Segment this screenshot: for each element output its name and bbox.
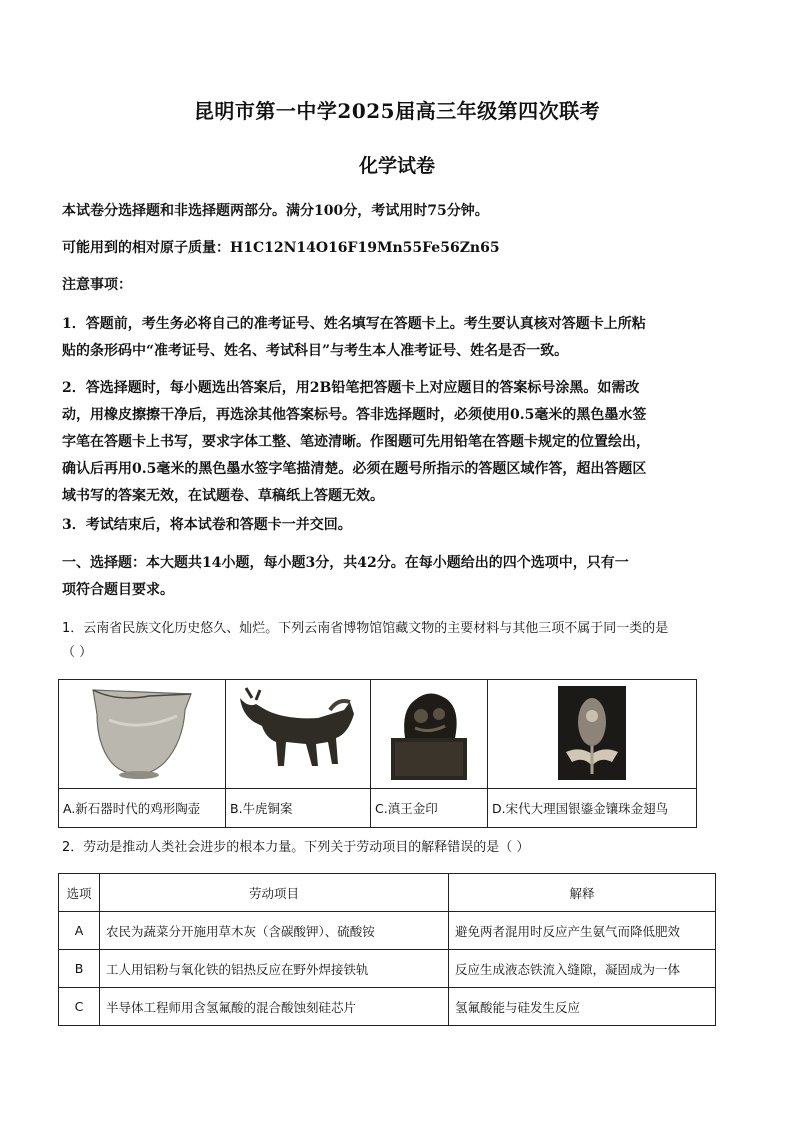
option-d-image-cell — [488, 680, 697, 789]
notice-heading: 注意事项： — [62, 277, 132, 293]
gold-seal-icon — [371, 680, 487, 785]
option-b-image-cell — [226, 680, 371, 789]
labor-item-cell: 半导体工程师用含氢氟酸的混合酸蚀刻硅芯片 — [100, 988, 449, 1026]
page-subtitle: 化学试卷 — [358, 155, 435, 177]
explanation-cell: 避免两者混用时反应产生氨气而降低肥效 — [449, 912, 716, 950]
note-2-line: 2．答选择题时，每小题选出答案后，用2B铅笔把答题卡上对应题目的答案标号涂黑。如需改 — [62, 380, 640, 396]
atomic-mass-line: 可能用到的相对原子质量：H1C12N14O16F19Mn55Fe56Zn65 — [62, 240, 500, 256]
option-c-label: C.滇王金印 — [371, 789, 488, 828]
option-b-label: B.牛虎铜案 — [226, 789, 371, 828]
header-cell: 解释 — [449, 874, 716, 912]
header-cell: 劳动项目 — [100, 874, 449, 912]
golden-bird-icon — [488, 680, 696, 785]
question-1-stem-line: 1．云南省民族文化历史悠久、灿烂。下列云南省博物馆馆藏文物的主要材料与其他三项不属于同一类的是 — [62, 621, 669, 636]
note-3: 3．考试结束后，将本试卷和答题卡一并交回。 — [62, 517, 352, 533]
intro-line: 本试卷分选择题和非选择题两部分。满分100分，考试用时75分钟。 — [62, 203, 489, 219]
table-row — [59, 988, 716, 1026]
bronze-ox-icon — [226, 680, 370, 785]
table-row — [59, 950, 716, 988]
section-heading — [62, 550, 742, 604]
question-1-stem-line: （ ） — [62, 645, 93, 660]
note-1-line: 贴的条形码中“准考证号、姓名、考试科目”与考生本人准考证号、姓名是否一致。 — [62, 343, 569, 359]
header-cell: 选项 — [59, 874, 100, 912]
explanation-cell: 氢氟酸能与硅发生反应 — [449, 988, 716, 1026]
question-1-options-table — [58, 679, 697, 828]
table-header-row — [59, 874, 716, 912]
labor-item-cell: 工人用铝粉与氧化铁的铝热反应在野外焊接铁轨 — [100, 950, 449, 988]
option-cell: C — [59, 988, 100, 1026]
note-2 — [62, 375, 742, 510]
question-2-stem: 2．劳动是推动人类社会进步的根本力量。下列关于劳动项目的解释错误的是（ ） — [62, 840, 530, 855]
page-title: 昆明市第一中学2025届高三年级第四次联考 — [193, 99, 601, 123]
note-2-line: 确认后再用0.5毫米的黑色墨水签字笔描清楚。必须在题号所指示的答题区域作答，超出答题区 — [62, 461, 647, 477]
section-heading-line: 项符合题目要求。 — [62, 582, 174, 598]
question-2-table — [58, 873, 716, 1026]
pottery-pot-icon — [59, 680, 225, 785]
option-a-image-cell — [59, 680, 226, 789]
explanation-cell: 反应生成液态铁流入缝隙，凝固成为一体 — [449, 950, 716, 988]
table-row — [59, 912, 716, 950]
note-1 — [62, 311, 742, 365]
labor-item-cell: 农民为蔬菜分开施用草木灰（含碳酸钾）、硫酸铵 — [100, 912, 449, 950]
question-1-stem — [62, 617, 742, 665]
option-d-label: D.宋代大理国银鎏金镶珠金翅鸟 — [488, 789, 697, 828]
note-2-line: 字笔在答题卡上书写，要求字体工整、笔迹清晰。作图题可先用铅笔在答题卡规定的位置绘出， — [62, 434, 650, 450]
option-a-label: A.新石器时代的鸡形陶壶 — [59, 789, 226, 828]
note-2-line: 动，用橡皮擦擦干净后，再选涂其他答案标号。答非选择题时，必须使用0.5毫米的黑色墨水签 — [62, 407, 647, 423]
option-c-image-cell — [371, 680, 488, 789]
section-heading-line: 一、选择题：本大题共14小题，每小题3分，共42分。在每小题给出的四个选项中，只有一 — [62, 555, 629, 571]
note-1-line: 1．答题前，考生务必将自己的准考证号、姓名填写在答题卡上。考生要认真核对答题卡上所粘 — [62, 316, 646, 332]
option-cell: A — [59, 912, 100, 950]
note-2-line: 域书写的答案无效，在试题卷、草稿纸上答题无效。 — [62, 488, 384, 504]
option-cell: B — [59, 950, 100, 988]
